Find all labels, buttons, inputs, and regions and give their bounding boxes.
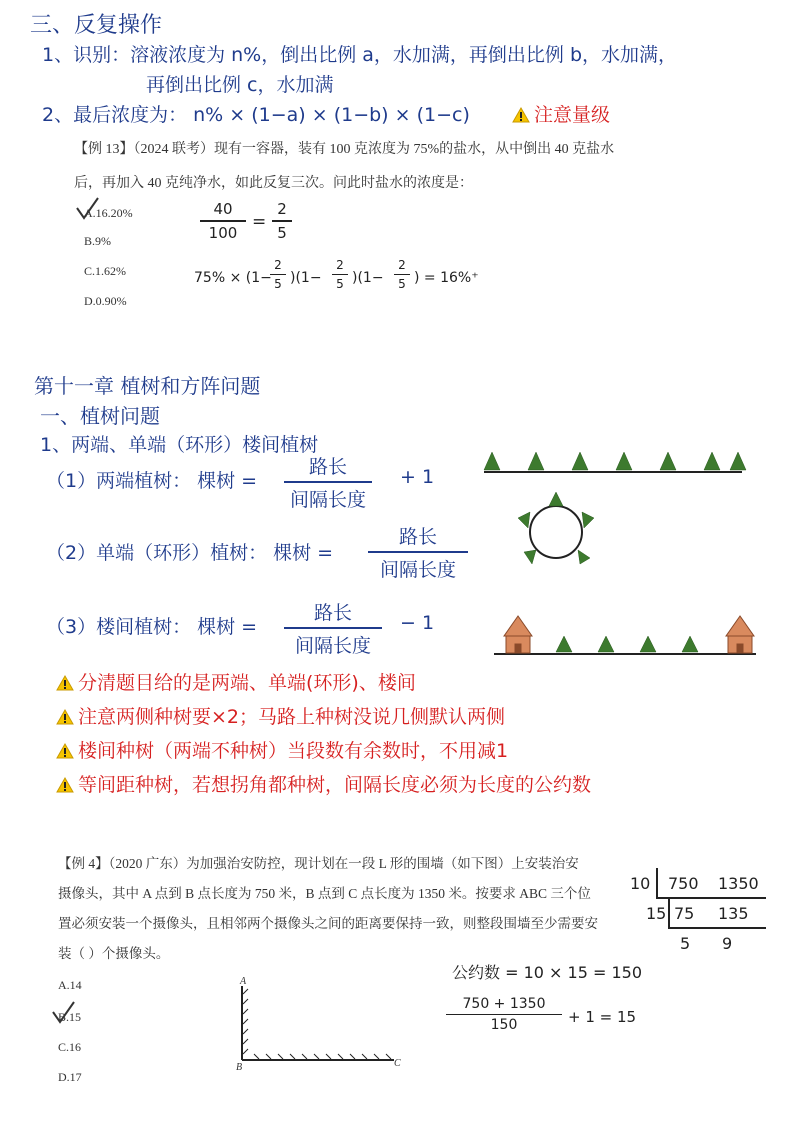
division-bar-h2: [668, 927, 766, 929]
warning-icon: [512, 107, 530, 123]
fraction-40-100: 40 100: [200, 200, 246, 242]
quotient-75: 75: [674, 904, 695, 923]
division-bar-v2: [668, 898, 670, 928]
equals-sign: =: [252, 212, 267, 232]
ring-tree-diagram: [512, 490, 602, 572]
building-right-icon: [726, 616, 754, 653]
example13-option-d: D.0.90%: [84, 294, 127, 308]
dividend-1350: 1350: [718, 874, 759, 893]
divisor-10: 10: [630, 874, 651, 893]
sum-fraction: 750 + 1350 150: [446, 996, 562, 1033]
rule3-label: （3）楼间植树： 棵树 =: [46, 616, 258, 638]
result-9: 9: [722, 934, 733, 953]
example4-line4: 装（ ）个摄像头。: [58, 946, 170, 961]
division-bar-v1: [656, 868, 658, 898]
example13-option-c: C.1.62%: [84, 264, 126, 278]
calc-mid-2: )(1−: [352, 270, 384, 286]
division-bar-h1: [656, 897, 766, 899]
rule3-fraction: 路长 间隔长度: [284, 598, 382, 658]
note-1: 分清题目给的是两端、单端(环形)、楼间: [56, 668, 416, 695]
calc-mid-1: )(1−: [290, 270, 322, 286]
section3-title: 三、反复操作: [30, 13, 163, 38]
example4-option-d: D.17: [58, 1070, 82, 1084]
warning-icon: [56, 777, 74, 793]
section3-point2: 2、最后浓度为： n% × (1−a) × (1−b) × (1−c): [42, 104, 470, 126]
calc-end: ) = 16%⁺: [414, 270, 479, 286]
rule2-fraction: 路长 间隔长度: [368, 522, 468, 582]
tree-item1: 1、两端、单端（环形）楼间植树: [40, 434, 319, 456]
calc-fraction-3: 2 5: [394, 258, 410, 291]
section3-point1-cont: 再倒出比例 c，水加满: [146, 74, 334, 96]
sum-tail: + 1 = 15: [568, 1008, 637, 1026]
note-3: 楼间种树（两端不种树）当段数有余数时，不用减1: [56, 736, 508, 763]
tree-problem-title: 一、植树问题: [40, 404, 160, 428]
example13-option-a: A.16.20%: [84, 206, 133, 220]
example4-line1: 【例 4】（2020 广东）为加强治安防控，现计划在一段 L 形的围墙（如下图）上安装治安: [58, 856, 579, 871]
point-c-label: C: [394, 1058, 401, 1069]
checkmark-icon: [74, 196, 100, 222]
calc-fraction-2: 2 5: [332, 258, 348, 291]
section3-point1: 1、识别：溶液浓度为 n%，倒出比例 a，水加满，再倒出比例 b，水加满，: [42, 44, 678, 66]
building-left-icon: [504, 616, 532, 653]
example4-option-b: B.15: [58, 1010, 82, 1024]
between-buildings-tree-diagram: [490, 612, 760, 662]
example4-line3: 置必须安装一个摄像头，且相邻两个摄像头之间的距离要保持一致，则整段围墙至少需要安: [58, 916, 598, 931]
l-shaped-wall-diagram: [234, 984, 404, 1070]
calc-fraction-1: 2 5: [270, 258, 286, 291]
example4-option-a: A.14: [58, 978, 82, 992]
gcd-calc: 公约数 = 10 × 15 = 150: [452, 963, 642, 982]
note-2: 注意两侧种树要×2；马路上种树没说几侧默认两侧: [56, 702, 505, 729]
rule1-label: （1）两端植树： 棵树 =: [46, 470, 258, 492]
quotient-135: 135: [718, 904, 749, 923]
rule2-label: （2）单端（环形）植树： 棵树 =: [46, 542, 334, 564]
point-a-label: A: [240, 976, 247, 987]
rule1-fraction: 路长 间隔长度: [284, 452, 372, 512]
example13-line1: 【例 13】（2024 联考）现有一容器，装有 100 克浓度为 75%的盐水，从中倒出 40 克盐水: [74, 142, 615, 157]
point-b-label: B: [236, 1062, 243, 1073]
warning-icon: [56, 709, 74, 725]
note-4: 等间距种树，若想拐角都种树，间隔长度必须为长度的公约数: [56, 770, 591, 797]
chapter11-title: 第十一章 植树和方阵问题: [34, 374, 261, 398]
example4-line2: 摄像头，其中 A 点到 B 点长度为 750 米，B 点到 C 点长度为 1350 米。按要求 ABC 三个位: [58, 886, 591, 901]
dividend-750: 750: [668, 874, 699, 893]
both-ends-tree-diagram: [480, 448, 750, 478]
example4-option-c: C.16: [58, 1040, 82, 1054]
calc-lead: 75% × (1−: [194, 270, 272, 286]
warning-icon: [56, 743, 74, 759]
example13-option-b: B.9%: [84, 234, 111, 248]
warning-magnitude: 注意量级: [512, 100, 610, 127]
fraction-2-5: 2 5: [272, 200, 292, 242]
result-5: 5: [680, 934, 691, 953]
rule3-tail: − 1: [400, 612, 435, 634]
example13-line2: 后，再加入 40 克纯净水，如此反复三次。问此时盐水的浓度是：: [74, 176, 473, 191]
rule1-tail: + 1: [400, 466, 435, 488]
checkmark-icon: [50, 1000, 76, 1026]
divisor-15: 15: [646, 904, 667, 923]
warning-icon: [56, 675, 74, 691]
